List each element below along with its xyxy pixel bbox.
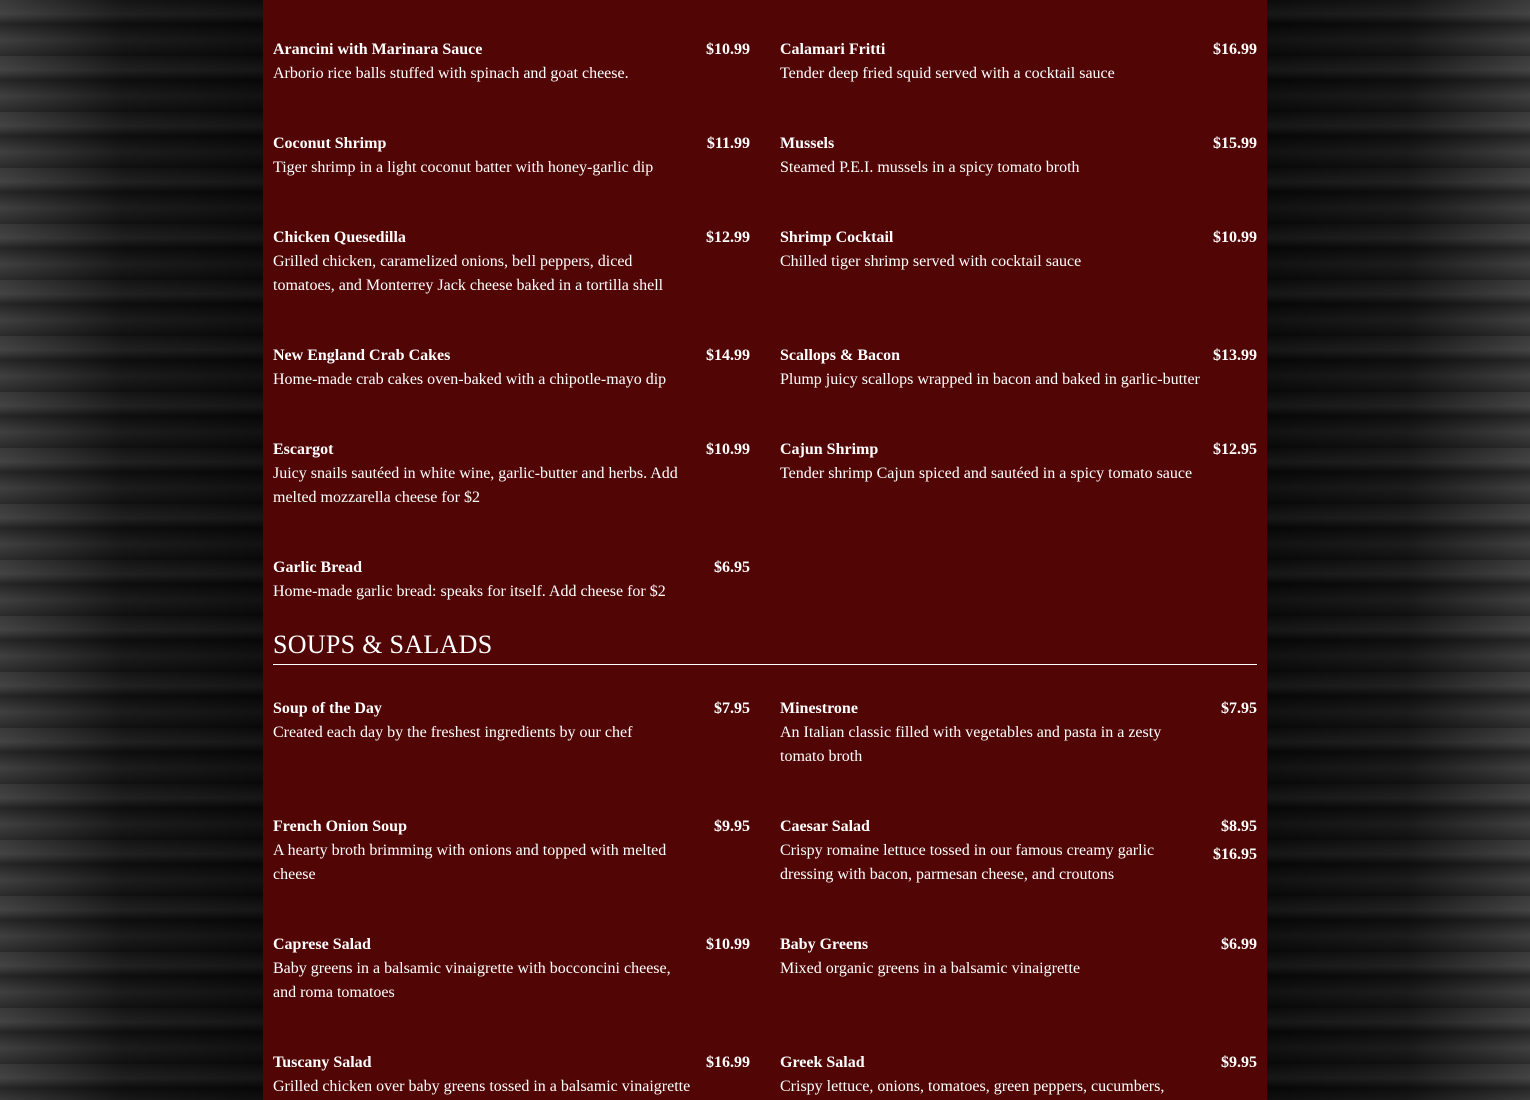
item-price: $13.99 [1213, 347, 1257, 364]
item-price: $14.99 [706, 347, 750, 364]
item-description: Tiger shrimp in a light coconut batter with honey-garlic dip [273, 159, 654, 176]
item-price: $7.95 [1221, 700, 1257, 717]
item-price: $12.95 [1213, 441, 1257, 458]
item-name: Baby Greens [780, 936, 869, 953]
item-price: $9.95 [714, 818, 750, 835]
item-price: $7.95 [714, 700, 750, 717]
item-description: Arborio rice balls stuffed with spinach and goat cheese. [273, 65, 629, 82]
item-description: Tender shrimp Cajun spiced and sautéed in a spicy tomato sauce [780, 465, 1193, 482]
menu-item [273, 344, 750, 404]
menu-item [780, 38, 1257, 98]
item-price: $16.99 [1213, 41, 1257, 58]
item-price: $16.99 [706, 1054, 750, 1071]
menu-item [273, 132, 750, 192]
menu-item [780, 226, 1257, 286]
item-description: Grilled chicken, caramelized onions, bell peppers, diced tomatoes, and Monterrey Jack cheese baked in a tortilla shell [273, 253, 664, 294]
menu-item [780, 933, 1257, 993]
menu-item [273, 1051, 750, 1100]
item-description: Crispy romaine lettuce tossed in our famous creamy garlic dressing with bacon, parmesan cheese, and croutons [780, 842, 1155, 883]
item-name: Cajun Shrimp [780, 441, 879, 458]
menu-item [780, 438, 1257, 498]
item-name: Shrimp Cocktail [780, 229, 894, 246]
item-price: $6.99 [1221, 936, 1257, 953]
item-name: Caesar Salad [780, 818, 870, 835]
menu-item [780, 344, 1257, 404]
item-price: $10.99 [706, 41, 750, 58]
item-description: Grilled chicken over baby greens tossed in a balsamic vinaigrette [273, 1078, 691, 1095]
item-description: A hearty broth brimming with onions and topped with melted cheese [273, 842, 667, 883]
item-price: $12.99 [706, 229, 750, 246]
menu-item [780, 132, 1257, 192]
menu-item [273, 815, 750, 895]
item-description: Created each day by the freshest ingredients by our chef [273, 724, 633, 741]
menu-item [273, 556, 750, 616]
item-price: $10.99 [1213, 229, 1257, 246]
menu-item [780, 815, 1257, 895]
item-description: Mixed organic greens in a balsamic vinaigrette [780, 960, 1081, 977]
item-name: Scallops & Bacon [780, 347, 901, 364]
item-name: French Onion Soup [273, 818, 407, 835]
item-price: $9.95 [1221, 1054, 1257, 1071]
item-price: $15.99 [1213, 135, 1257, 152]
item-price: $8.95 [1221, 818, 1257, 835]
item-price-large: $16.95 [1213, 846, 1257, 863]
menu-item [780, 697, 1257, 777]
item-price: $6.95 [714, 559, 750, 576]
section-title-soups-salads: SOUPS & SALADS [273, 628, 1257, 665]
menu-item [273, 438, 750, 518]
item-name: Soup of the Day [273, 700, 382, 717]
item-price: $11.99 [706, 135, 750, 152]
item-price: $10.99 [706, 936, 750, 953]
menu-item [273, 697, 750, 757]
item-description: Tender deep fried squid served with a cocktail sauce [780, 65, 1115, 82]
item-name: Garlic Bread [273, 559, 363, 576]
item-name: Coconut Shrimp [273, 135, 387, 152]
item-name: Caprese Salad [273, 936, 371, 953]
menu-item [780, 1051, 1257, 1100]
menu-item [273, 933, 750, 1013]
menu-item [273, 38, 750, 98]
item-name: Greek Salad [780, 1054, 865, 1071]
item-description: Steamed P.E.I. mussels in a spicy tomato broth [780, 159, 1080, 176]
item-description: Baby greens in a balsamic vinaigrette with bocconcini cheese, and roma tomatoes [273, 960, 671, 1001]
item-description: Crispy lettuce, onions, tomatoes, green peppers, cucumbers, [780, 1078, 1165, 1095]
item-name: Tuscany Salad [273, 1054, 372, 1071]
item-description: Plump juicy scallops wrapped in bacon and baked in garlic-butter [780, 371, 1200, 388]
menu-item [273, 226, 750, 306]
item-description: Juicy snails sautéed in white wine, garlic-butter and herbs. Add melted mozzarella cheese for $2 [273, 465, 678, 506]
item-name: New England Crab Cakes [273, 347, 451, 364]
item-description: Chilled tiger shrimp served with cocktail sauce [780, 253, 1082, 270]
item-name: Mussels [780, 135, 835, 152]
item-name: Arancini with Marinara Sauce [273, 41, 483, 58]
item-description: Home-made crab cakes oven-baked with a chipotle-mayo dip [273, 371, 667, 388]
item-name: Escargot [273, 441, 334, 458]
item-description: An Italian classic filled with vegetables and pasta in a zesty tomato broth [780, 724, 1162, 765]
item-name: Chicken Quesedilla [273, 229, 406, 246]
item-price: $10.99 [706, 441, 750, 458]
item-name: Minestrone [780, 700, 858, 717]
item-name: Calamari Fritti [780, 41, 886, 58]
item-description: Home-made garlic bread: speaks for itself. Add cheese for $2 [273, 583, 666, 600]
